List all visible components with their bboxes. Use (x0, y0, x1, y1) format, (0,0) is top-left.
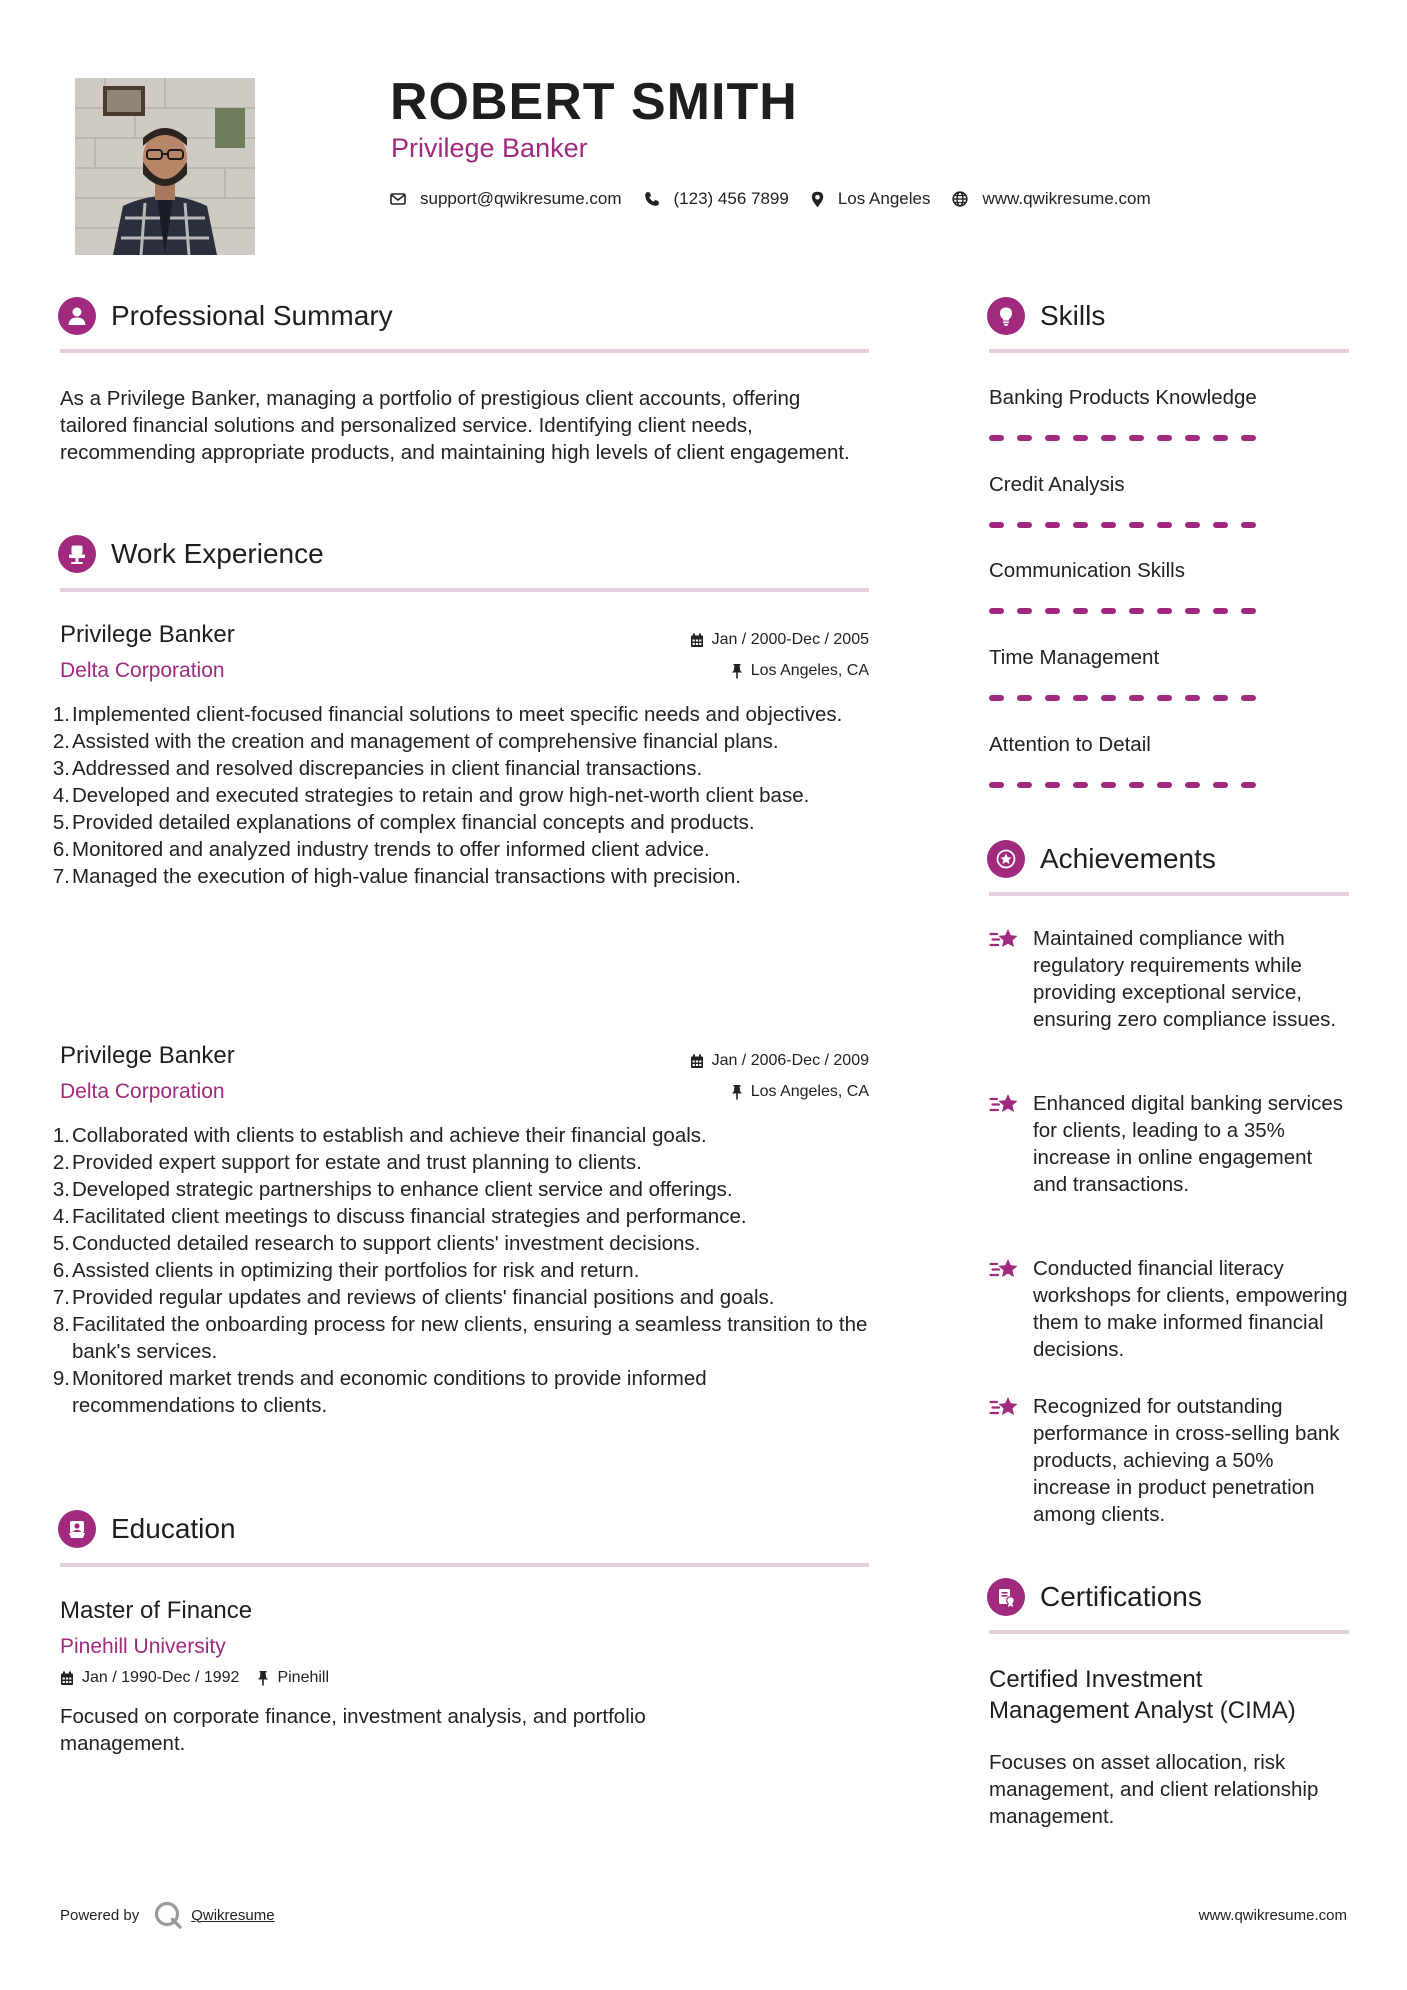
skill-dot (1101, 435, 1116, 441)
education-location: Pinehill (277, 1669, 330, 1686)
summary-heading (58, 297, 393, 335)
phone-icon (644, 191, 660, 207)
contact-location (811, 189, 931, 209)
job-bullets (52, 1122, 870, 1419)
skill-dot (1213, 695, 1228, 701)
job-dates (690, 631, 869, 649)
skill-dot (1073, 435, 1088, 441)
skill-dot (1185, 782, 1200, 788)
job-bullets (52, 701, 870, 890)
location-text: Los Angeles (837, 189, 931, 208)
phone-text: (123) 456 7899 (673, 189, 789, 208)
skill-rating-bar (989, 695, 1269, 701)
skill-name: Attention to Detail (989, 733, 1151, 756)
skill-dot (1017, 522, 1032, 528)
skill-dot (989, 608, 1004, 614)
skill-dot (1129, 695, 1144, 701)
list-item: 2. Assisted with the creation and management of comprehensive financial plans. (52, 730, 779, 753)
experience-title: Work Experience (111, 538, 324, 569)
list-item: 7. Provided regular updates and reviews of clients' financial positions and goals. (52, 1286, 775, 1309)
skill-dot (1213, 608, 1228, 614)
list-item: 2. Provided expert support for estate and trust planning to clients. (52, 1151, 642, 1174)
contact-email[interactable] (390, 189, 622, 209)
skill-dot (1213, 782, 1228, 788)
skill-dot (1045, 608, 1060, 614)
achievements-heading (987, 840, 1216, 878)
skill-rating-bar (989, 522, 1269, 528)
pushpin-icon (731, 1084, 743, 1100)
shooting-star-icon (989, 927, 1021, 953)
list-item: 5. Provided detailed explanations of complex financial concepts and products. (52, 811, 755, 834)
skill-dot (1101, 522, 1116, 528)
skill-dot (1129, 435, 1144, 441)
globe-icon (952, 191, 968, 207)
certifications-divider (989, 1630, 1349, 1634)
footer-website[interactable]: www.qwikresume.com (1198, 1907, 1347, 1924)
skill-dot (1185, 608, 1200, 614)
job-dates (690, 1052, 869, 1070)
skill-name: Communication Skills (989, 559, 1185, 582)
skill-dot (989, 435, 1004, 441)
skill-dot (1073, 782, 1088, 788)
list-item: 1. Collaborated with clients to establish and achieve their financial goals. (52, 1124, 707, 1147)
skill-dot (1185, 435, 1200, 441)
pushpin-icon (257, 1670, 269, 1686)
job-company: Delta Corporation (60, 659, 225, 682)
experience-heading (58, 535, 324, 573)
skill-dot (1017, 782, 1032, 788)
powered-by-label: Powered by (60, 1906, 140, 1924)
skill-name: Banking Products Knowledge (989, 386, 1257, 409)
skill-dot (1101, 695, 1116, 701)
skill-dot (1241, 435, 1256, 441)
candidate-name: ROBERT SMITH (390, 73, 798, 131)
skill-rating-bar (989, 435, 1269, 441)
skill-dot (1073, 522, 1088, 528)
summary-text: As a Privilege Banker, managing a portfolio of prestigious client accounts, offering tailored financial solutions and personalized service. Identifying client needs, recommending appropriate products, and maintaining high levels of client engagement. (60, 387, 850, 464)
job-dates-text: Jan / 2006-Dec / 2009 (711, 1052, 869, 1069)
shooting-star-icon (989, 1257, 1021, 1283)
job-location (731, 662, 869, 680)
job-dates-text: Jan / 2000-Dec / 2005 (711, 631, 869, 648)
education-title: Education (111, 1513, 236, 1544)
skill-dot (1185, 695, 1200, 701)
skill-dot (1157, 695, 1172, 701)
shooting-star-icon (989, 1092, 1021, 1118)
job-location-text: Los Angeles, CA (750, 662, 869, 679)
skill-dot (1017, 608, 1032, 614)
list-item: 6. Monitored and analyzed industry trends to offer informed client advice. (52, 838, 710, 861)
qwikresume-logo-icon (153, 1900, 183, 1930)
list-item: 6. Assisted clients in optimizing their portfolios for risk and return. (52, 1259, 640, 1282)
list-item: 8. Facilitated the onboarding process for new clients, ensuring a seamless transition to the bank's services. (52, 1313, 868, 1363)
list-item: 3. Addressed and resolved discrepancies in client financial transactions. (52, 757, 703, 780)
skill-dot (1045, 695, 1060, 701)
summary-divider (60, 349, 869, 353)
skill-dot (1157, 522, 1172, 528)
shooting-star-icon (989, 1395, 1021, 1421)
skill-name: Credit Analysis (989, 473, 1125, 496)
profile-photo (75, 78, 255, 255)
contact-bar (390, 186, 1173, 212)
briefcase-icon (58, 535, 96, 573)
skill-dot (1185, 522, 1200, 528)
achievement-text: Enhanced digital banking services for clients, leading to a 35% increase in online engagement and transactions. (1033, 1092, 1343, 1196)
star-badge-icon (987, 840, 1025, 878)
education-dates: Jan / 1990-Dec / 1992 (82, 1669, 240, 1686)
list-item: 9. Monitored market trends and economic conditions to provide informed recommendations to clients. (52, 1367, 707, 1417)
job-company: Delta Corporation (60, 1080, 225, 1103)
skill-dot (1073, 695, 1088, 701)
skill-dot (1101, 782, 1116, 788)
candidate-title: Privilege Banker (391, 133, 588, 163)
education-divider (60, 1563, 869, 1567)
contact-phone[interactable] (644, 189, 789, 209)
achievement-item (989, 925, 1349, 1033)
skill-dot (1045, 435, 1060, 441)
calendar-icon (60, 1671, 74, 1686)
job-title: Privilege Banker (60, 1042, 235, 1069)
education-description: Focused on corporate finance, investment analysis, and portfolio management. (60, 1705, 646, 1755)
skill-dot (1213, 522, 1228, 528)
skill-dot (1017, 695, 1032, 701)
skill-dot (1157, 435, 1172, 441)
skill-dot (1157, 608, 1172, 614)
education-heading (58, 1510, 236, 1548)
skill-dot (1017, 435, 1032, 441)
job-location (731, 1083, 869, 1101)
skill-name: Time Management (989, 646, 1160, 669)
footer-powered-by (60, 1900, 275, 1930)
certification-description: Focuses on asset allocation, risk management, and client relationship management. (989, 1751, 1319, 1828)
achievement-item (989, 1255, 1349, 1363)
certifications-heading (987, 1578, 1202, 1616)
achievement-text: Maintained compliance with regulatory requirements while providing exceptional service, ensuring zero compliance issues. (1033, 927, 1337, 1031)
skill-dot (1073, 608, 1088, 614)
website-text: www.qwikresume.com (982, 189, 1151, 208)
summary-title: Professional Summary (111, 300, 393, 331)
lightbulb-icon (987, 297, 1025, 335)
skills-title: Skills (1040, 300, 1106, 331)
email-text: support@qwikresume.com (420, 189, 622, 208)
skill-dot (1129, 608, 1144, 614)
user-icon (58, 297, 96, 335)
list-item: 7. Managed the execution of high-value financial transactions with precision. (52, 865, 741, 888)
achievement-item (989, 1090, 1349, 1198)
experience-divider (60, 588, 869, 592)
list-item: 3. Developed strategic partnerships to enhance client service and offerings. (52, 1178, 733, 1201)
education-degree: Master of Finance (60, 1597, 253, 1624)
skill-rating-bar (989, 608, 1269, 614)
pushpin-icon (731, 663, 743, 679)
list-item: 4. Developed and executed strategies to retain and grow high-net-worth client base. (52, 784, 810, 807)
skill-dot (1045, 782, 1060, 788)
map-pin-icon (811, 191, 824, 208)
skill-dot (1101, 608, 1116, 614)
envelope-icon (390, 193, 406, 205)
skill-dot (1045, 522, 1060, 528)
skill-dot (1129, 522, 1144, 528)
achievements-divider (989, 892, 1349, 896)
job-location-text: Los Angeles, CA (750, 1083, 869, 1100)
achievement-item (989, 1393, 1349, 1528)
skill-dot (1129, 782, 1144, 788)
certificate-icon (987, 1578, 1025, 1616)
skills-divider (989, 349, 1349, 353)
skill-dot (989, 522, 1004, 528)
list-item: 4. Facilitated client meetings to discuss financial strategies and performance. (52, 1205, 747, 1228)
calendar-icon (690, 1054, 704, 1069)
skill-dot (989, 782, 1004, 788)
certifications-title: Certifications (1040, 1581, 1202, 1612)
skill-dot (1241, 522, 1256, 528)
graduation-icon (58, 1510, 96, 1548)
skill-dot (989, 695, 1004, 701)
achievement-text: Conducted financial literacy workshops for clients, empowering them to make informed financial decisions. (1033, 1257, 1348, 1361)
contact-website[interactable] (952, 189, 1150, 209)
skill-dot (1157, 782, 1172, 788)
certification-title: Certified Investment Management Analyst (CIMA) (989, 1666, 1296, 1724)
skill-rating-bar (989, 782, 1269, 788)
skills-heading (987, 297, 1105, 335)
job-title: Privilege Banker (60, 621, 235, 648)
skill-dot (1241, 782, 1256, 788)
achievement-text: Recognized for outstanding performance in cross-selling bank products, achieving a 50% increase in product penetration among clients. (1033, 1395, 1340, 1526)
education-meta (60, 1669, 329, 1687)
list-item: 5. Conducted detailed research to support clients' investment decisions. (52, 1232, 701, 1255)
education-school: Pinehill University (60, 1635, 226, 1658)
calendar-icon (690, 633, 704, 648)
list-item: 1. Implemented client-focused financial solutions to meet specific needs and objectives. (52, 703, 843, 726)
qwikresume-link[interactable]: Qwikresume (191, 1906, 275, 1924)
skill-dot (1213, 435, 1228, 441)
skill-dot (1241, 695, 1256, 701)
achievements-title: Achievements (1040, 843, 1216, 874)
skill-dot (1241, 608, 1256, 614)
